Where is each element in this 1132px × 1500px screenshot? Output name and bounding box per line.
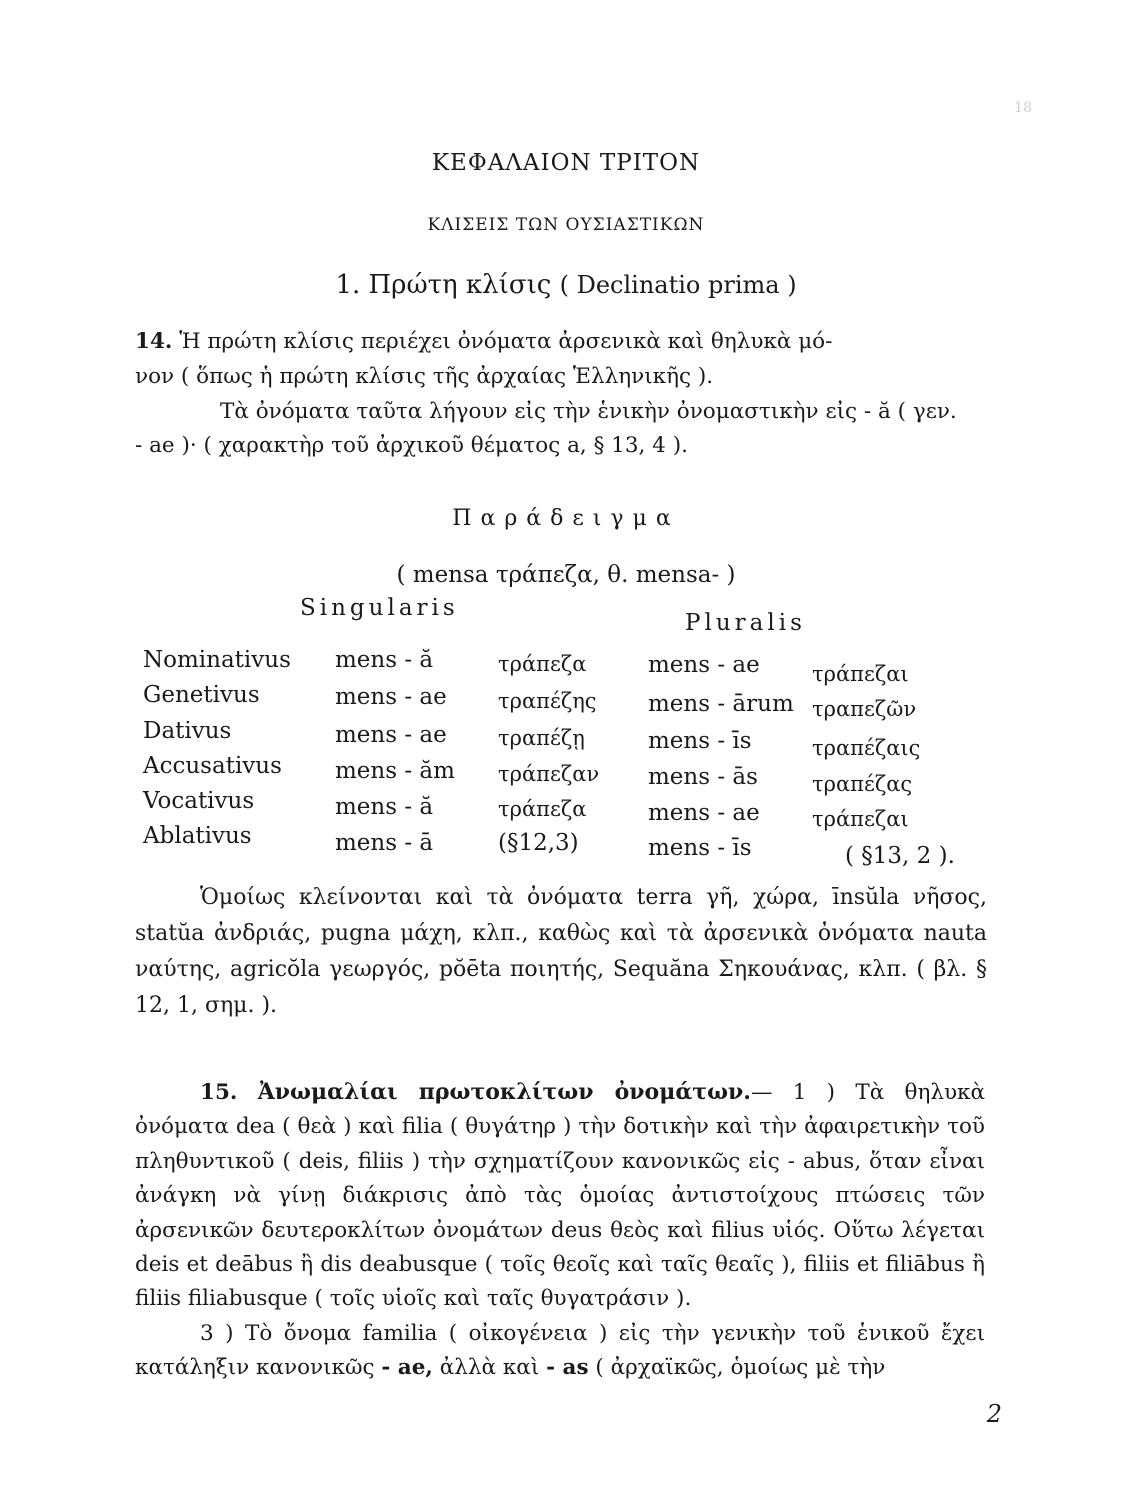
plural-form: mens - ae bbox=[648, 652, 760, 678]
paragraph-heading: Ἀνωμαλίαι πρωτοκλίτων ὀνομάτων. bbox=[257, 1079, 751, 1105]
case-name: Ablativus bbox=[143, 823, 252, 849]
section-heading bbox=[0, 270, 1132, 300]
section-heading-latin: ( Declinatio prima ) bbox=[559, 271, 797, 299]
chapter-subtitle: ΚΛΙΣΕΙΣ ΤΩΝ ΟΥΣΙΑΣΤΙΚΩΝ bbox=[427, 215, 705, 235]
singular-greek: τραπέζῃ bbox=[498, 726, 585, 750]
plural-greek: τράπεζαι bbox=[812, 807, 909, 831]
singular-greek: (§12,3) bbox=[498, 830, 579, 856]
paragraph-text: ( ἀρχαϊκῶς, ὁμοίως μὲ τὴν bbox=[595, 1355, 886, 1381]
page-number: 2 bbox=[986, 1400, 1002, 1428]
singular-greek: τράπεζα bbox=[498, 797, 587, 821]
paragraph-text: κατάληξιν κανονικῶς bbox=[135, 1355, 375, 1381]
ending-ae: - ae, bbox=[381, 1355, 433, 1381]
paragraph-15 bbox=[135, 1075, 985, 1386]
singular-form: mens - ăm bbox=[335, 758, 455, 784]
case-name: Accusativus bbox=[143, 753, 282, 779]
paragraph-number: 14. bbox=[135, 329, 173, 354]
case-name: Nominativus bbox=[143, 647, 291, 673]
plural-form: mens - īs bbox=[648, 728, 752, 754]
plural-greek: τραπέζαις bbox=[812, 736, 921, 760]
case-name: Genetivus bbox=[143, 682, 260, 708]
singular-header: Singularis bbox=[300, 595, 459, 621]
singular-greek: τράπεζαν bbox=[498, 762, 600, 786]
singular-form: mens - ā bbox=[335, 830, 434, 856]
plural-form: mens - īs bbox=[648, 835, 752, 861]
plural-greek: τραπέζας bbox=[812, 772, 913, 796]
case-name: Dativus bbox=[143, 718, 232, 744]
singular-form: mens - ă bbox=[335, 794, 434, 820]
paragraph-14 bbox=[135, 325, 985, 464]
paragraph-line: - ae )· ( χαρακτὴρ τοῦ ἀρχικοῦ θέματος a, § 13, 4 ). bbox=[135, 433, 688, 459]
plural-form: mens - ae bbox=[648, 800, 760, 826]
case-name: Vocativus bbox=[143, 788, 255, 814]
singular-form: mens - ae bbox=[335, 722, 447, 748]
ending-as: - as bbox=[546, 1355, 589, 1381]
paragraph-line: Ἡ πρώτη κλίσις περιέχει ὀνόματα ἀρσενικὰ καὶ θηλυκὰ μό- bbox=[179, 329, 833, 354]
singular-greek: τράπεζα bbox=[498, 652, 587, 676]
plural-greek: τραπεζῶν bbox=[812, 697, 917, 721]
plural-greek: τράπεζαι bbox=[812, 662, 909, 686]
plural-form: mens - ās bbox=[648, 764, 758, 790]
singular-form: mens - ae bbox=[335, 684, 447, 710]
chapter-title: ΚΕΦΑΛΑΙΟΝ ΤΡΙΤΟΝ bbox=[431, 150, 701, 176]
paragraph-text: — 1 ) Τὰ θηλυκὰ ὀνόματα dea ( θεὰ ) καὶ filia ( θυγάτηρ ) τὴν δοτικὴν καὶ τὴν ἀφαιρετικὴν τοῦ πληθυντικοῦ ( deis, filiis ) τὴν σχηματίζουν κανονικῶς εἰς - abus, ὅταν εἶναι ἀνάγκη νὰ γίνῃ διάκρισις ἀπὸ τὰς ὁμοίας ἀντιστοίχους πτώσεις τῶν ἀρσενικῶν δευτεροκλίτων ὀνομάτων deus θεὸς καὶ filius υἱός. Οὕτω λέγεται deis et deābus ἢ dis deabusque ( τοῖς θεοῖς καὶ ταῖς θεαῖς ), filiis et filiābus ἢ filiis filiabusque ( τοῖς υἱοῖς καὶ ταῖς θυγατράσιν ). bbox=[135, 1080, 985, 1312]
paragraph-line: Τὰ ὀνόματα ταῦτα λήγουν εἰς τὴν ἑνικὴν ὀνομαστικὴν εἰς - ă ( γεν. bbox=[220, 398, 957, 424]
singular-greek: τραπέζης bbox=[498, 689, 597, 713]
paragraph-omoios: Ὁμοίως κλείνονται καὶ τὰ ὀνόματα terra γῆ, χώρα, īnsŭla νῆσος, statŭa ἀνδριάς, pugna μάχη, κλπ., καθὼς καὶ τὰ ἀρσενικὰ ὀνόματα nauta ναύτης, agricŏla γεωργός, pŏēta ποιητής, Sequăna Σηκουάνας, κλπ. ( βλ. § 12, 1, σημ. ). bbox=[135, 885, 987, 1018]
paradigm-title: Παράδειγμα bbox=[452, 506, 680, 531]
plural-header: Pluralis bbox=[685, 610, 806, 636]
paragraph-text: ἀλλὰ καὶ bbox=[439, 1355, 540, 1381]
ghost-page-mark: 18 bbox=[1014, 100, 1032, 116]
paragraph-text: 3 ) Τὸ ὄνομα familia ( οἰκογένεια ) εἰς τὴν γενικὴν τοῦ ἑνικοῦ ἔχει bbox=[200, 1320, 985, 1346]
paradigm-subtitle: ( mensa τράπεζα, θ. mensa- ) bbox=[396, 562, 736, 588]
paragraph-number: 15. bbox=[200, 1080, 238, 1105]
singular-form: mens - ă bbox=[335, 647, 434, 673]
plural-greek: ( §13, 2 ). bbox=[845, 843, 955, 869]
paragraph-line: νον ( ὅπως ἡ πρώτη κλίσις τῆς ἀρχαίας Ἑλληνικῆς ). bbox=[135, 363, 714, 389]
plural-form: mens - ārum bbox=[648, 691, 794, 717]
section-heading-greek: 1. Πρώτη κλίσις bbox=[335, 270, 552, 300]
